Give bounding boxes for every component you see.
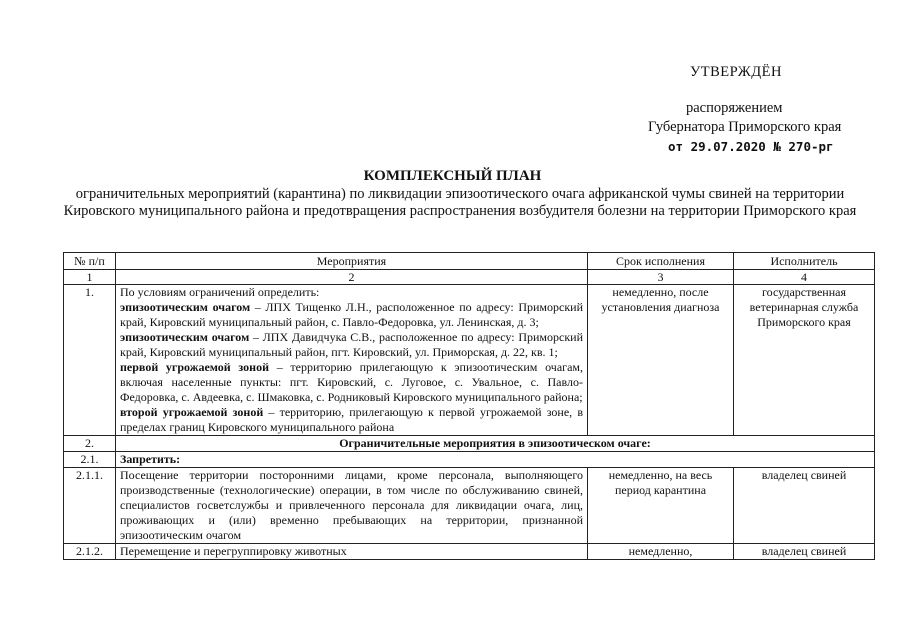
section-title: Ограничительные мероприятия в эпизоотическом очаге:: [116, 436, 875, 452]
table-row: [64, 285, 875, 436]
approval-line-governor: Губернатора Приморского края: [648, 119, 842, 135]
row-measure-text: Перемещение и перегруппировку животных: [116, 544, 588, 560]
plan-table: [63, 252, 875, 560]
row1-focus1: [120, 300, 583, 330]
row-executor: государственная ветеринарная служба Приморского края: [734, 285, 875, 436]
table-column-numbers-row: [64, 270, 875, 285]
header-deadline: Срок исполнения: [588, 253, 734, 270]
row-deadline: немедленно,: [588, 544, 734, 560]
table-header-row: [64, 253, 875, 270]
row-measure-text: [116, 285, 588, 436]
header-measures: Мероприятия: [116, 253, 588, 270]
row-measure-text: Посещение территории посторонними лицами, кроме персонала, выполняющего производственные (технологические) операции, в том числе по обслуживанию свиней, специалистов госветслужбы и привлеченного персонала для ликвидации очага, лиц, проживающих и (или) временно пребывающих на территории, признанной эпизоотическим очагом: [116, 468, 588, 544]
row-executor: владелец свиней: [734, 544, 875, 560]
column-number-2: 2: [116, 270, 588, 285]
column-number-1: 1: [64, 270, 116, 285]
table-row-section: [64, 436, 875, 452]
plan-title: КОМПЛЕКСНЫЙ ПЛАН: [363, 168, 542, 184]
header-number: № п/п: [64, 253, 116, 270]
row1-zone1-text: – территорию прилегающую к эпизоотическим очагам, включая населенные пункты: пгт. Кировский, с. Луговое, с. Увальное, с. Павло-Федоровка, с. Авдеевка, с. Шмаковка, с. Родниковый Кировского муниципального района;: [120, 360, 583, 404]
row-number: 2.: [64, 436, 116, 452]
column-number-3: 3: [588, 270, 734, 285]
table-row: [64, 544, 875, 560]
row1-focus2-label: эпизоотическим очагом: [120, 330, 250, 344]
row1-focus1-label: эпизоотическим очагом: [120, 300, 251, 314]
row-number: 2.1.2.: [64, 544, 116, 560]
approval-line-order: распоряжением: [686, 100, 783, 116]
row-number: 2.1.: [64, 452, 116, 468]
table-row-subsection: [64, 452, 875, 468]
approval-date-stamp: от 29.07.2020 № 270-рг: [668, 139, 834, 154]
row-number: 1.: [64, 285, 116, 436]
row1-zone1-label: первой угрожаемой зоной: [120, 360, 269, 374]
row1-zone2-text: – территорию, прилегающую к первой угрожаемой зоне, в пределах границ Кировского муниципального района: [120, 405, 583, 434]
row1-zone2-label: второй угрожаемой зоной: [120, 405, 264, 419]
row-number: 2.1.1.: [64, 468, 116, 544]
row1-focus2: [120, 330, 583, 360]
column-number-4: 4: [734, 270, 875, 285]
table-row: [64, 468, 875, 544]
row1-focus2-text: – ЛПХ Давидчука С.В., расположенное по адресу: Приморский край, Кировский муниципальный район, пгт. Кировский, ул. Приморская, д. 22, кв. 1;: [120, 330, 583, 359]
plan-subtitle: ограничительных мероприятий (карантина) по ликвидации эпизоотического очага африканской чумы свиней на территории Кировского муниципального района и предотвращения распространения возбудителя болезни на территории Приморского края: [63, 186, 857, 219]
approval-title: УТВЕРЖДЁН: [690, 64, 782, 80]
row-deadline: немедленно, на весь период карантина: [588, 468, 734, 544]
header-executor: Исполнитель: [734, 253, 875, 270]
row1-zone2: [120, 405, 583, 435]
subsection-title-text: Запретить:: [120, 452, 181, 466]
row-executor: владелец свиней: [734, 468, 875, 544]
row1-intro: По условиям ограничений определить:: [120, 285, 320, 299]
subsection-title: [116, 452, 875, 468]
row1-zone1: [120, 360, 583, 405]
row-deadline: немедленно, после установления диагноза: [588, 285, 734, 436]
row1-focus1-text: – ЛПХ Тищенко Л.Н., расположенное по адресу: Приморский край, Кировский муниципальный район, с. Павло-Федоровка, ул. Ленинская, д. 3;: [120, 300, 583, 329]
